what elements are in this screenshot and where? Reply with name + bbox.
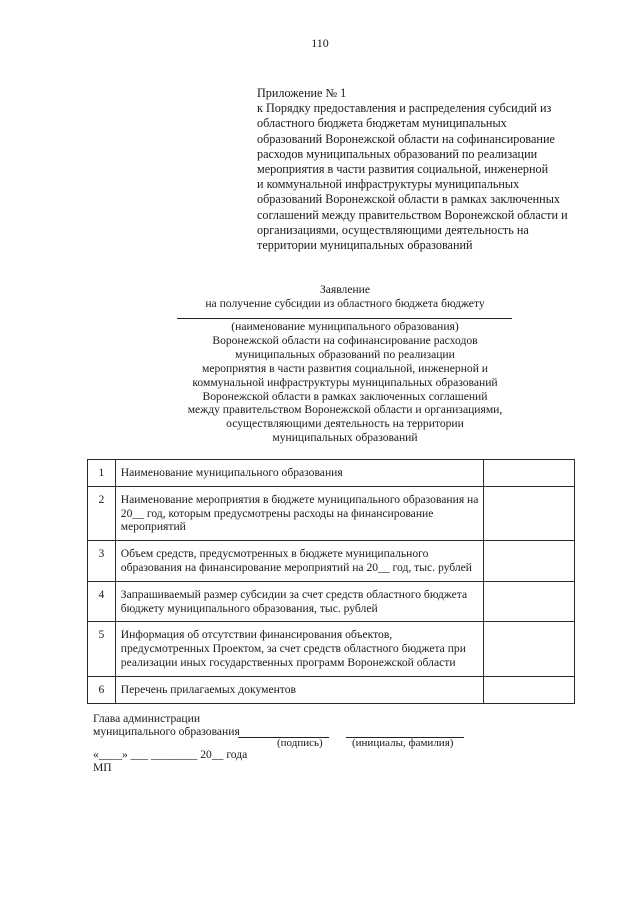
table-row — [88, 581, 575, 622]
table-row — [88, 541, 575, 582]
row-number: 5 — [88, 622, 116, 676]
table-row — [88, 676, 575, 703]
row-number: 4 — [88, 581, 116, 622]
statement-body: (наименование муниципального образования) Воронежской области на софинансирование расходов муниципальных образований по реализации мероприятия в части развития социальной, инженерной и коммунальной инфраструктуры муниципальных образований Воронежской области в рамках заключенных соглашений между правительством Воронежской области и организациями, осуществляющими деятельность на территории муниципальных образований — [187, 320, 503, 445]
stamp-placeholder: МП — [93, 761, 112, 774]
head-of-administration-label: Глава администрации — [93, 712, 201, 725]
table-row — [88, 460, 575, 487]
row-value-cell[interactable] — [484, 676, 575, 703]
statement-title: Заявление — [319, 283, 371, 296]
row-number: 6 — [88, 676, 116, 703]
date-line: «____» ___ ________ 20__ года — [93, 748, 248, 761]
page-number: 110 — [311, 36, 329, 50]
row-number: 3 — [88, 541, 116, 582]
municipality-name-line — [177, 318, 512, 319]
row-value-cell[interactable] — [484, 622, 575, 676]
signature-caption: (подпись) — [277, 737, 323, 749]
row-description: Запрашиваемый размер субсидии за счет средств областного бюджета бюджету муниципального образования, тыс. рублей — [115, 581, 483, 622]
row-description: Объем средств, предусмотренных в бюджете муниципального образования на финансирование мероприятий на 20__ год, тыс. рублей — [115, 541, 483, 582]
table-row — [88, 486, 575, 540]
row-description: Наименование мероприятия в бюджете муниципального образования на 20__ год, которым предусмотрены расходы на финансирование мероприятий — [115, 486, 483, 540]
row-description: Наименование муниципального образования — [115, 460, 483, 487]
statement-subtitle: на получение субсидии из областного бюджета бюджету — [205, 297, 485, 310]
annex-block — [257, 86, 602, 253]
row-value-cell[interactable] — [484, 486, 575, 540]
row-value-cell[interactable] — [484, 541, 575, 582]
table-row — [88, 622, 575, 676]
row-value-cell[interactable] — [484, 581, 575, 622]
row-number: 2 — [88, 486, 116, 540]
row-number: 1 — [88, 460, 116, 487]
initials-surname-caption: (инициалы, фамилия) — [352, 737, 454, 749]
row-value-cell[interactable] — [484, 460, 575, 487]
annex-title: Приложение № 1 — [257, 86, 347, 100]
application-table — [87, 459, 575, 704]
annex-text: к Порядку предоставления и распределения субсидий из областного бюджета бюджетам муниципальных образований Воронежской области на софинансирование расходов муниципальных образований по реализации мероприятия в части развития социальной, инженерной и коммунальной инфраструктуры муниципальных образований Воронежской области в рамках заключенных соглашений между правительством Воронежской области и организациями, осуществляющими деятельность на территории муниципальных образований — [257, 101, 568, 253]
row-description: Информация об отсутствии финансирования объектов, предусмотренных Проектом, за счет средств областного бюджета при реализации иных государственных программ Воронежской области — [115, 622, 483, 676]
municipality-label: муниципального образования — [93, 725, 240, 738]
row-description: Перечень прилагаемых документов — [115, 676, 483, 703]
